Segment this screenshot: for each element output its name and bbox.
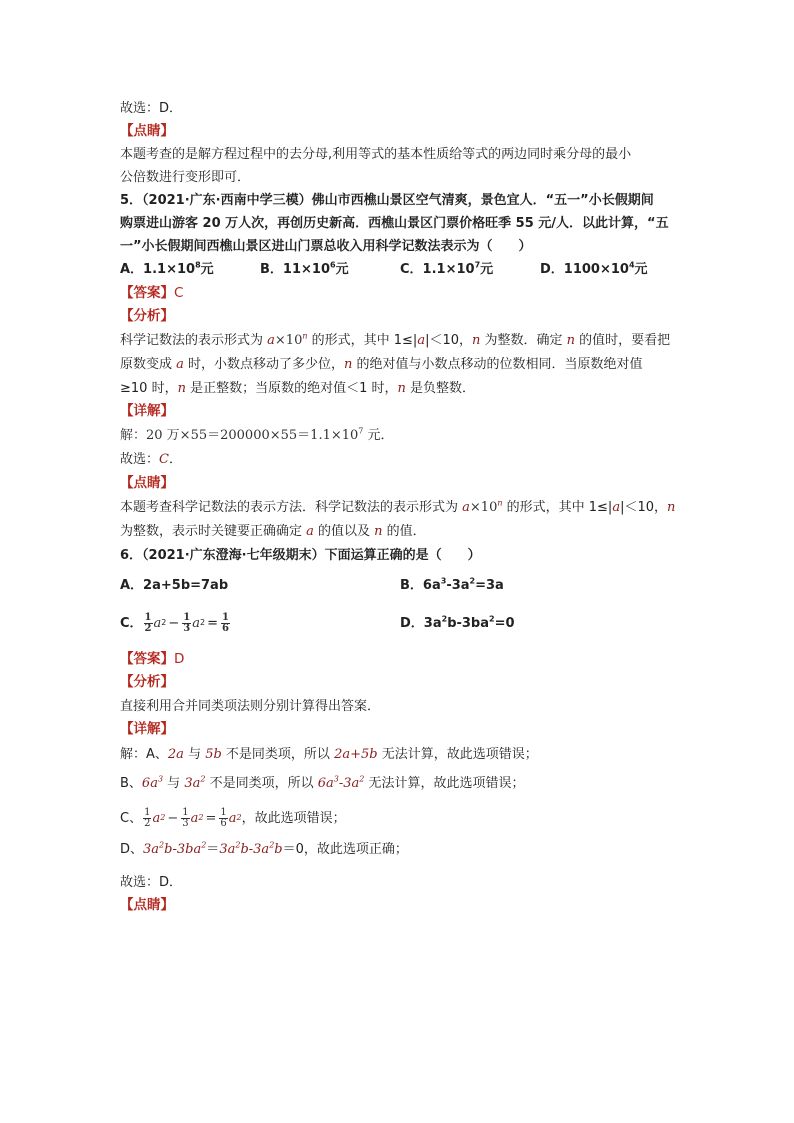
option-a: A．$1.1\times 10^8$元 (120, 260, 214, 277)
analysis-line: 直接利用合并同类项法则分别计算得出答案． (120, 699, 381, 714)
option-d: D．$1100\times 10^4$元 (540, 260, 648, 277)
section-tag-dianjing: 【点睛】 (120, 123, 174, 139)
section-tag-fenxi: 【分析】 (120, 674, 174, 690)
analysis-line: 科学记数法的表示形式为 $a\times 10^n$ 的形式，其中 1≤|a|＜10，n 为整数．确定 n 的值时，要看把 (120, 331, 671, 348)
question-6-options (120, 610, 680, 636)
section-tag-fenxi: 【分析】 (120, 308, 174, 324)
question-6-stem: 6．（2021·广东澄海·七年级期末）下面运算正确的是（ ） (120, 548, 481, 563)
question-6-options (120, 578, 680, 593)
question-5-options (120, 262, 680, 277)
option-b: B．$6a^3-3a^2=3a$ (400, 576, 504, 593)
option-a: A．2a+5b=7ab (120, 578, 229, 593)
analysis-line: 原数变成 a 时，小数点移动了多少位，n 的绝对值与小数点移动的位数相同．当原数绝对值 (120, 357, 643, 372)
solution-line: 解：20 万$\times 55=200000\times 55=1.1\times 10^7$ 元． (120, 426, 394, 443)
text-line: 故选：D． (120, 101, 183, 116)
solution-line: 解：A、2a 与 5b 不是同类项，所以 2a+5b 无法计算，故此选项错误； (120, 747, 538, 762)
comment-line: 本题考查科学记数法的表示方法．科学记数法的表示形式为 $a\times 10^n$ 的形式，其中 1≤|a|＜10，n (120, 498, 676, 515)
option-b: B．$11\times 10^6$元 (260, 260, 349, 277)
question-5-stem: 5．（2021·广东·西南中学三模）佛山市西樵山景区空气清爽，景色宜人．“五一”小长假期间 (120, 193, 654, 208)
solution-line: 故选：C． (120, 452, 182, 467)
answer: 【答案】C (120, 285, 184, 301)
solution-line: B、$6a^3$ 与 $3a^2$ 不是同类项，所以 $6a^3-3a^2$ 无法计算，故此选项错误； (120, 774, 525, 791)
question-5-stem: 购票进山游客 20 万人次，再创历史新高．西樵山景区门票价格旺季 55 元/人．以此计算，“五 (120, 216, 669, 231)
solution-line: C、 $\frac{1}{2}$ a 2 − $\frac{1}{3}$ a 2 = $\frac{1}{6}$ a 2 ，故此选项错误； (120, 806, 346, 829)
text-line: 本题考查的是解方程过程中的去分母,利用等式的基本性质给等式的两边同时乘分母的最小 (120, 147, 632, 162)
option-d: D．$3a^2b-3ba^2=0$ (400, 614, 515, 631)
option-c: C．$1.1\times 10^7$元 (400, 260, 494, 277)
question-5-stem: 一”小长假期间西樵山景区进山门票总收入用科学记数法表示为（ ） (120, 239, 532, 254)
text-line: 公倍数进行变形即可． (120, 170, 251, 185)
answer: 【答案】D (120, 651, 185, 667)
analysis-line: ≥10 时，n 是正整数；当原数的绝对值＜1 时，n 是负整数． (120, 381, 476, 396)
section-tag-xiangjie: 【详解】 (120, 403, 174, 419)
text-line: 故选：D． (120, 875, 183, 890)
section-tag-dianjing: 【点睛】 (120, 897, 174, 913)
section-tag-xiangjie: 【详解】 (120, 721, 174, 737)
solution-line: D、$3a^2b-3ba^2=3a^2b-3a^2b=0$，故此选项正确； (120, 840, 408, 857)
comment-line: 为整数，表示时关键要正确确定 a 的值以及 n 的值． (120, 524, 426, 539)
section-tag-dianjing: 【点睛】 (120, 475, 174, 491)
option-c: C． $\frac{1}{2}$ a 2 − $\frac{1}{3}$ a 2 = $\frac{1}{6}$ (120, 611, 229, 634)
